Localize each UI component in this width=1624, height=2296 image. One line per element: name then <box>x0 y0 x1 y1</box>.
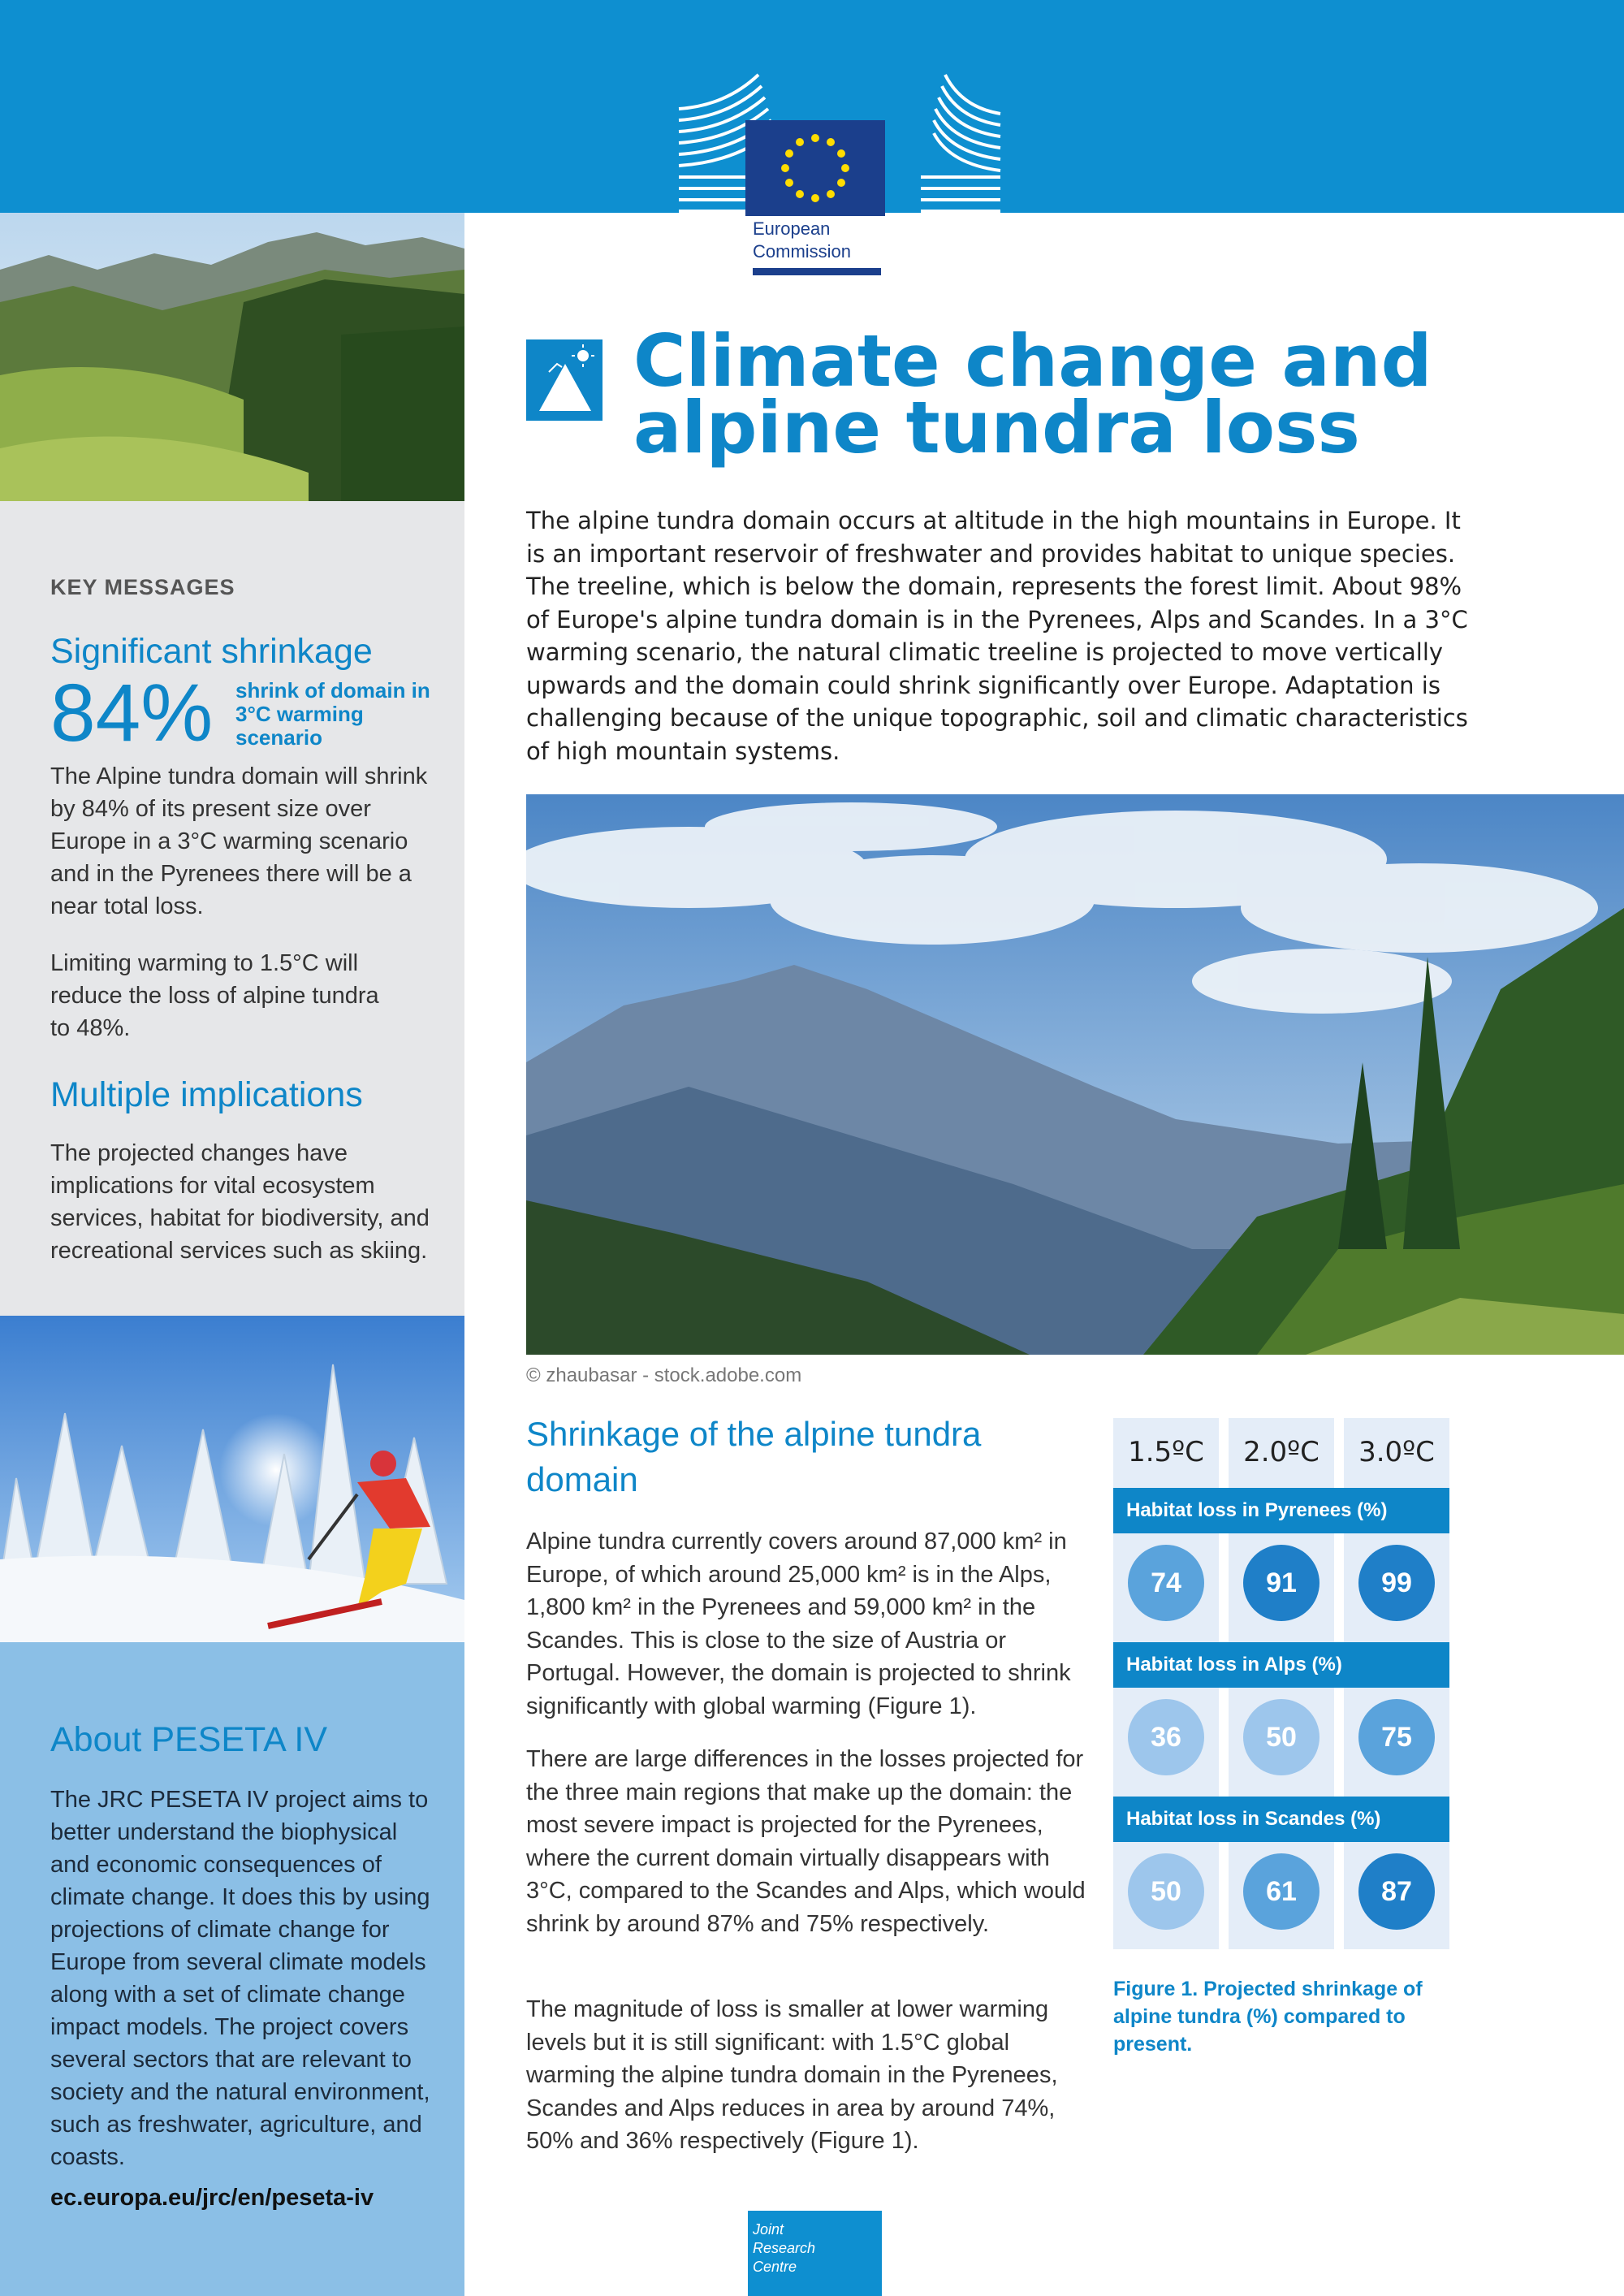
value-circle: 36 <box>1128 1699 1204 1775</box>
big-stat-number: 84% <box>50 668 214 759</box>
heading-about-peseta: About PESETA IV <box>50 1720 327 1759</box>
peseta-link[interactable]: ec.europa.eu/jrc/en/peseta-iv <box>50 2185 374 2211</box>
row-label-alps: Habitat loss in Alps (%) <box>1113 1642 1449 1688</box>
about-text: The JRC PESETA IV project aims to better understand the biophysical and economic consequences of climate change. It does this by using projections of climate change for Europe from several climate models along with a set of climate change impact models. The project covers several sectors that are relevant to society and the natural environment, such as freshwater, agriculture, and coasts. <box>50 1787 430 2170</box>
value-circle: 50 <box>1243 1699 1320 1775</box>
jrc-badge: Joint Research Centre <box>748 2211 882 2296</box>
value-circle: 99 <box>1358 1545 1435 1621</box>
mountain-valley-photo <box>0 213 464 501</box>
big-stat-caption: shrink of domain in 3°C warming scenario <box>235 678 430 750</box>
habitat-loss-figure <box>1113 1418 1449 1949</box>
row-label-pyrenees: Habitat loss in Pyrenees (%) <box>1113 1488 1449 1533</box>
value-circle: 74 <box>1128 1545 1204 1621</box>
logo-text: European Commission <box>753 218 852 262</box>
body-paragraph: Alpine tundra currently covers around 87,000 km² in Europe, of which around 25,000 km² is in the Alps, 1,800 km² in the Pyrenees and 59,000 km² in the Scandes. This is close to the size of Austria or Portugal. However, the domain is projected to shrink significantly with global warming (Figure 1). <box>526 1529 1071 1719</box>
value-circle: 75 <box>1358 1699 1435 1775</box>
value-circle: 50 <box>1128 1853 1204 1930</box>
key-message-text: The projected changes have implications for vital ecosystem services, habitat for biodiversity, and recreational services such as skiing. <box>50 1140 430 1264</box>
page-title: Climate change and alpine tundra loss <box>633 319 1432 469</box>
mountain-sun-icon <box>526 339 603 421</box>
key-message-text: Limiting warming to 1.5°C will reduce the loss of alpine tundra to 48%. <box>50 950 379 1041</box>
body-paragraph: There are large differences in the losses projected for the three main regions that make up the domain: the most severe impact is projected for the Pyrenees, where the current domain virtually disappears with 3°C, compared to the Scandes and Alps, which would shrink by around 87% and 75% respectively. <box>526 1746 1086 1937</box>
photo-credit: © zhaubasar - stock.adobe.com <box>526 1364 802 1386</box>
heading-multiple-implications: Multiple implications <box>50 1075 363 1114</box>
logo-underline <box>753 268 881 275</box>
skier-photo <box>0 1316 464 1642</box>
heading-significant-shrinkage: Significant shrinkage <box>50 632 373 671</box>
alpine-landscape-photo <box>526 794 1624 1355</box>
intro-paragraph: The alpine tundra domain occurs at altitude in the high mountains in Europe. It is an important reservoir of freshwater and provides habitat to unique species. The treeline, which is below the domain, represents the forest limit. About 98% of Europe's alpine tundra domain is in the Pyrenees, Alps and Scandes. In a 3°C warming scenario, the natural climatic treeline is projected to move vertically upwards and the domain could shrink significantly over Europe. Adaptation is challenging because of the unique topographic, soil and climatic characteristics of high mountain systems. <box>526 507 1468 765</box>
value-circle: 91 <box>1243 1545 1320 1621</box>
key-messages-label: KEY MESSAGES <box>50 575 235 599</box>
column-header: 1.5ºC <box>1128 1436 1204 1468</box>
value-circle: 87 <box>1358 1853 1435 1930</box>
row-label-scandes: Habitat loss in Scandes (%) <box>1113 1797 1449 1842</box>
figure-caption: Figure 1. Projected shrinkage of alpine tundra (%) compared to present. <box>1113 1978 1423 2056</box>
section-heading: Shrinkage of the alpine tundra domain <box>526 1415 982 1498</box>
column-header: 3.0ºC <box>1358 1436 1435 1468</box>
value-circle: 61 <box>1243 1853 1320 1930</box>
column-header: 2.0ºC <box>1243 1436 1320 1468</box>
body-paragraph: The magnitude of loss is smaller at lower warming levels but it is still significant: with 1.5°C global warming the alpine tundra domain in the Pyrenees, Scandes and Alps reduces in area by around 74%, 50% and 36% respectively (Figure 1). <box>526 1996 1058 2154</box>
key-message-text: The Alpine tundra domain will shrink by 84% of its present size over Europe in a 3°C warming scenario and in the Pyrenees there will be a near total loss. <box>50 763 428 919</box>
